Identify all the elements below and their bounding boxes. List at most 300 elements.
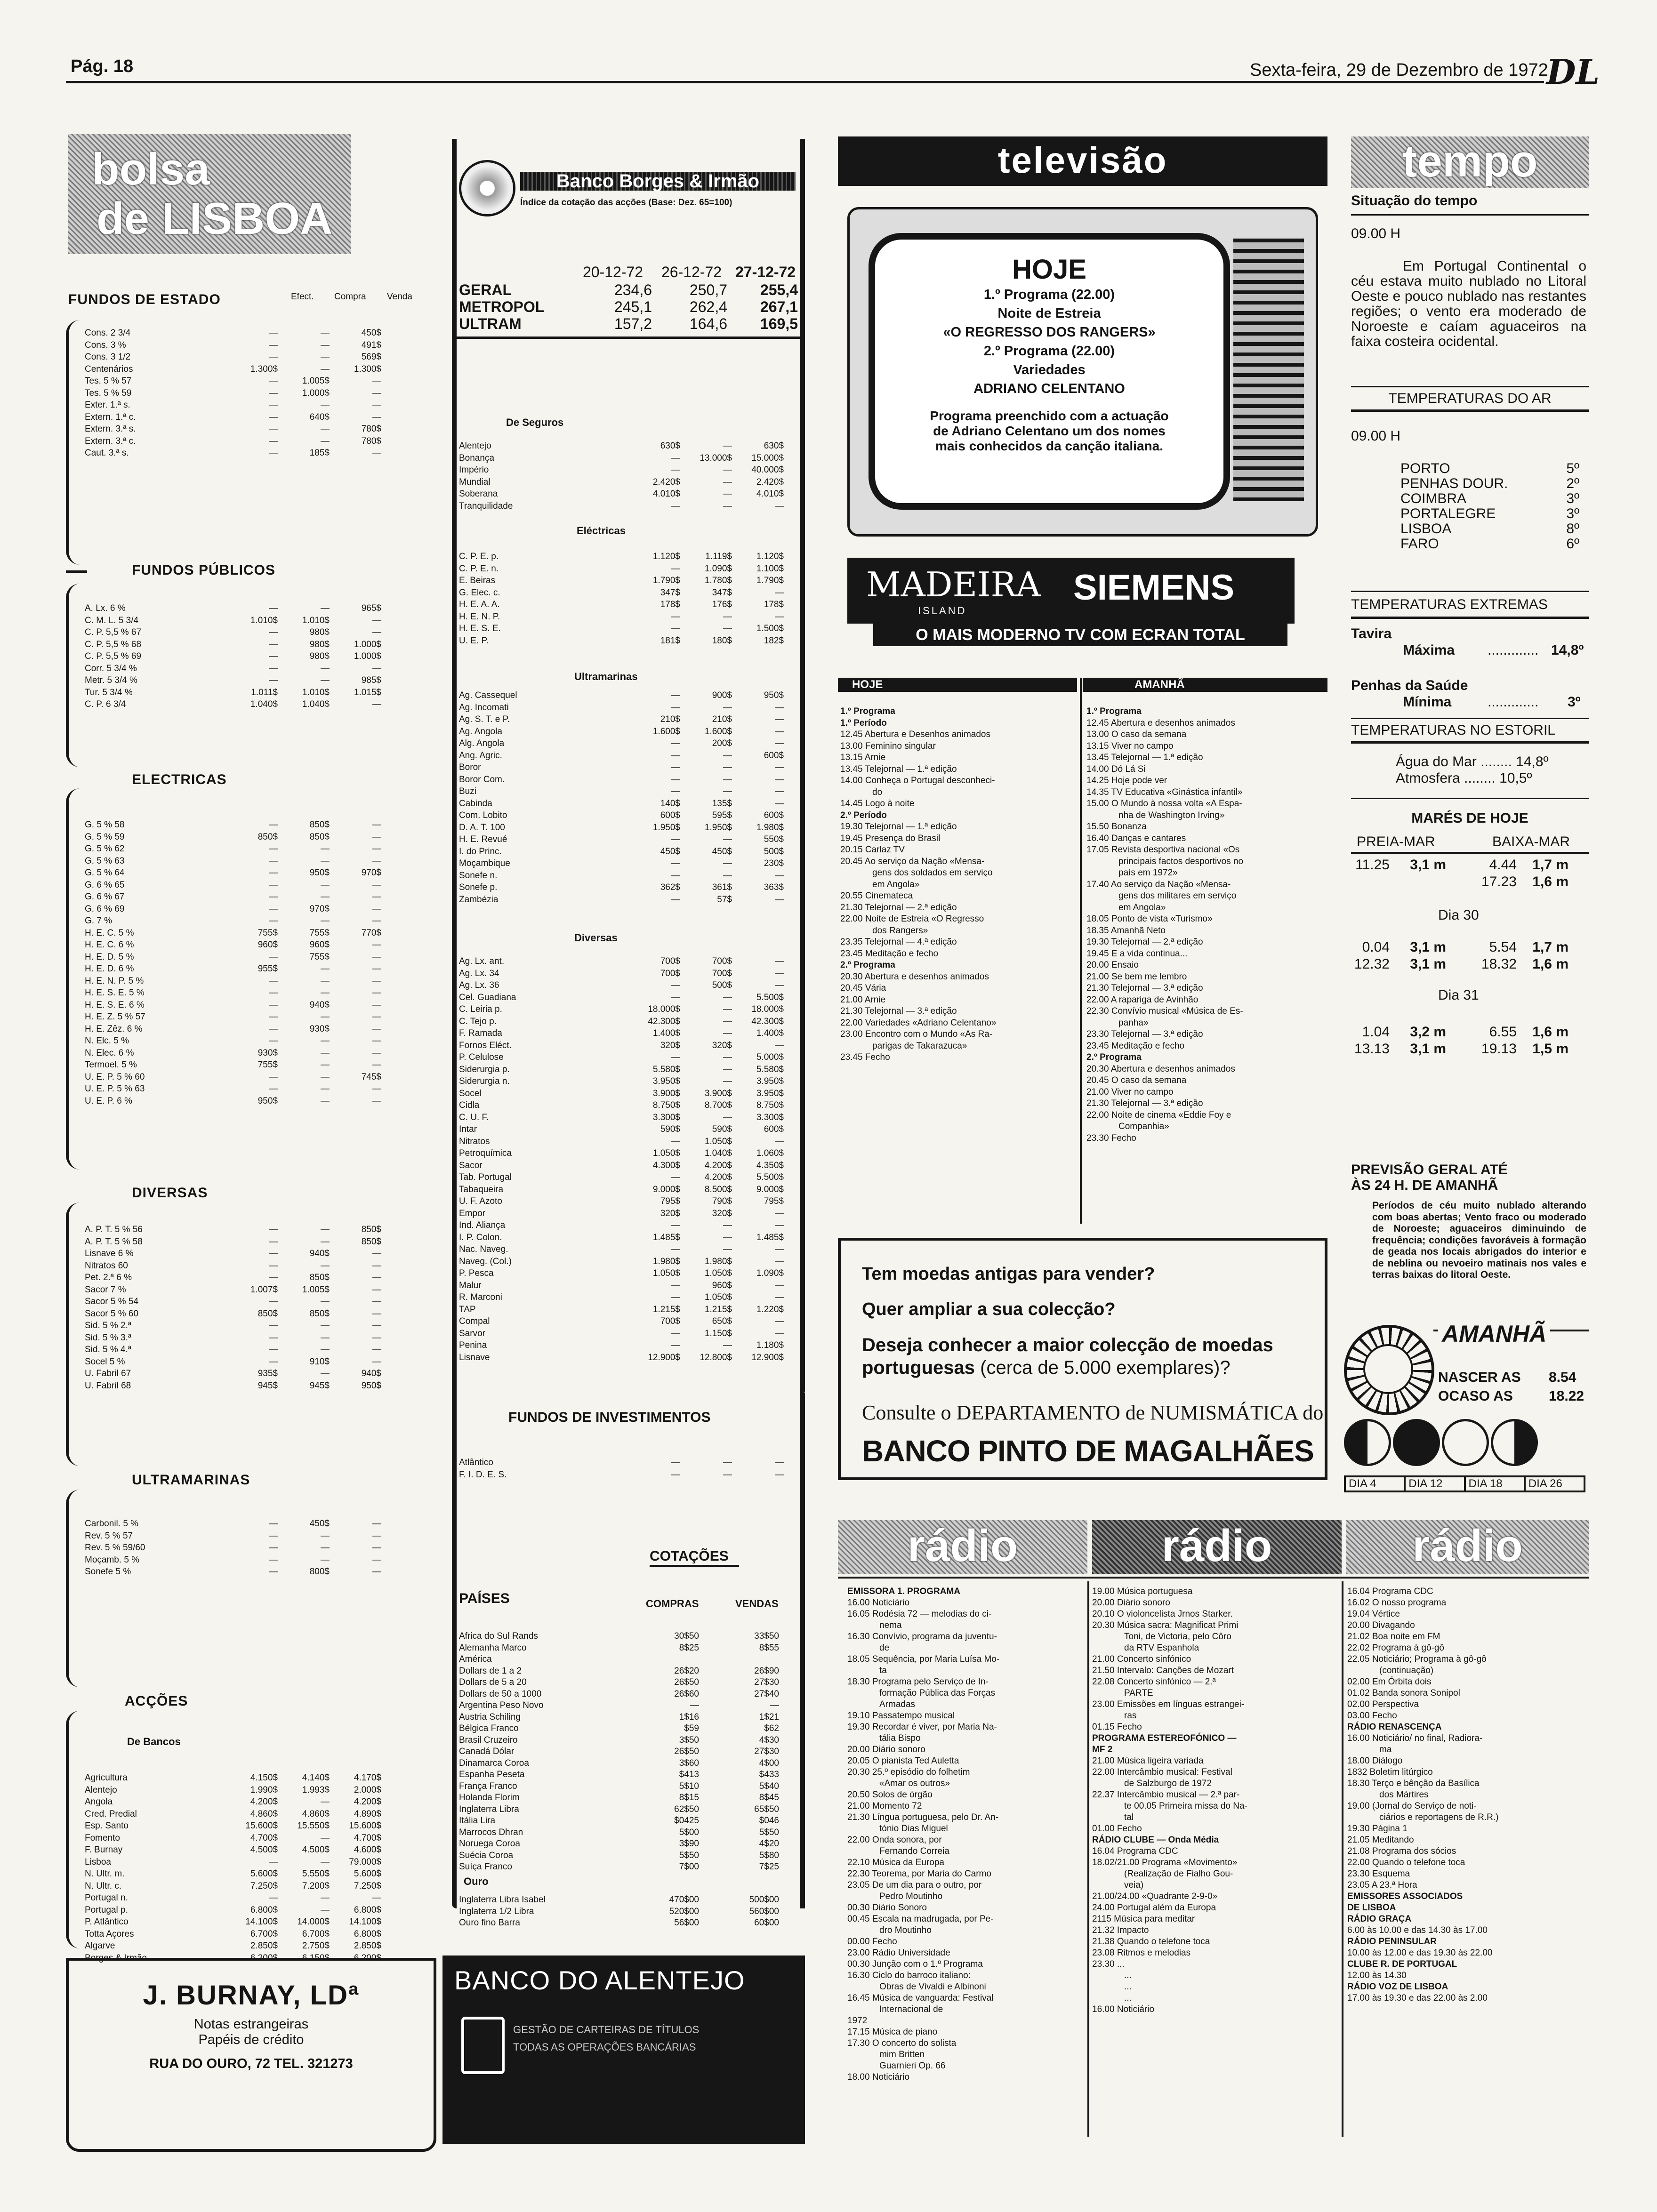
table-row <box>459 785 784 798</box>
price-cell: 4.200$ <box>704 1160 732 1170</box>
price-cell: 4.010$ <box>652 489 680 499</box>
tv-amanha-header: AMANHÃ <box>1083 678 1327 692</box>
temp-ar-title: TEMPERATURAS DO AR <box>1388 391 1552 406</box>
price-cell: 5.000$ <box>756 1052 784 1062</box>
security-name: G. 5 % 59 <box>85 832 125 842</box>
program-line: 18.05 Ponto de vista «Turismo» <box>1086 914 1213 924</box>
program-line: de Salzburgo de 1972 <box>1124 1779 1212 1788</box>
security-name: H. E. A. A. <box>459 600 500 609</box>
price-cell: — <box>321 424 330 434</box>
table-row <box>85 639 381 651</box>
price-cell: 795$ <box>660 1196 680 1206</box>
col-compra: Compra <box>334 292 366 302</box>
program-line: nha de Washington Irving» <box>1118 810 1225 820</box>
program-line: 24.00 Portugal além da Europa <box>1092 1903 1216 1913</box>
security-name: G. 5 % 64 <box>85 868 125 878</box>
price-cell: — <box>671 702 680 713</box>
price-cell: — <box>723 1076 732 1086</box>
table-row <box>459 1064 784 1076</box>
table-row <box>85 351 381 363</box>
price-cell: 4.200$ <box>250 1797 278 1807</box>
table-row <box>85 663 381 675</box>
price-cell: — <box>372 1345 381 1354</box>
price-cell: — <box>269 1356 278 1367</box>
security-name: Alentejo <box>85 1785 117 1795</box>
sell-rate: 8$55 <box>759 1643 779 1653</box>
table-row <box>85 927 381 939</box>
program-line: 15.00 O Mundo à nossa volta «A Espa- <box>1086 799 1242 809</box>
currency-row <box>459 1677 779 1689</box>
price-cell: 347$ <box>712 587 732 598</box>
price-cell: 4.500$ <box>250 1845 278 1855</box>
table-row <box>459 1147 784 1160</box>
table-row <box>85 867 381 879</box>
currency-row <box>459 1906 779 1918</box>
program-line: 22.00 Onda sonora, por <box>847 1835 942 1845</box>
price-cell: — <box>723 611 732 622</box>
table-row <box>85 831 381 843</box>
price-cell: 18.000$ <box>751 1004 784 1014</box>
price-cell: — <box>269 1332 278 1343</box>
price-cell: 15.550$ <box>297 1821 330 1831</box>
security-name: Penina <box>459 1340 487 1350</box>
program-line: EMISSORA 1. PROGRAMA <box>847 1587 960 1596</box>
price-cell: — <box>372 1249 381 1258</box>
program-line: 22.30 Convívio musical «Música de Es- <box>1086 1006 1243 1016</box>
security-name: Exter. 1.ª s. <box>85 400 130 410</box>
newspaper-logo: DL <box>1546 52 1600 92</box>
table-row <box>459 1099 784 1112</box>
buy-rate: 3$50 <box>679 1735 699 1745</box>
security-name: Com. Lobito <box>459 810 507 820</box>
security-name: C. P. E. p. <box>459 552 499 561</box>
price-cell: — <box>269 1893 278 1903</box>
program-line: 17.15 Música de piano <box>847 2027 938 2037</box>
sell-rate: 1$21 <box>759 1712 779 1722</box>
table-row <box>85 1868 381 1880</box>
sell-rate: 26$90 <box>754 1666 779 1676</box>
ultramarinas2-title: Ultramarinas <box>574 671 638 682</box>
currency-row <box>459 1712 779 1723</box>
security-name: Ag. Angola <box>459 726 502 737</box>
program-line: 1.º Programa <box>840 706 895 716</box>
program-line: 21.30 Telejornal — 2.ª edição <box>840 902 957 913</box>
minima-label: Mínima <box>1403 694 1452 710</box>
program-line: 1.º Programa <box>1086 706 1142 716</box>
price-cell: — <box>372 904 381 914</box>
column-bracket-right <box>800 139 805 1395</box>
atmosfera-row: Atmosfera ........ 10,5º <box>1396 770 1532 786</box>
fundos-publicos-title: FUNDOS PÚBLICOS <box>132 562 276 578</box>
price-cell: — <box>775 786 784 796</box>
rule <box>1351 617 1589 619</box>
table-row <box>459 1184 784 1196</box>
program-line: 18.00 Noticiário <box>847 2072 910 2082</box>
banco-alentejo-name: BANCO DO ALENTEJO <box>454 1965 745 1995</box>
program-line: 15.50 Bonanza <box>1086 822 1147 832</box>
moon-day: DIA 12 <box>1406 1477 1465 1491</box>
security-name: U. E. P. 5 % 63 <box>85 1084 145 1094</box>
price-cell: — <box>269 1236 278 1247</box>
program-line: 14.45 Logo à noite <box>840 799 915 809</box>
security-name: U. E. P. <box>459 635 489 646</box>
price-cell: 8.700$ <box>704 1100 732 1110</box>
table-row <box>85 1332 381 1344</box>
temperature-row <box>1400 537 1579 552</box>
security-name: Cel. Guadiana <box>459 992 516 1002</box>
program-line: 2.º Período <box>840 810 887 820</box>
price-cell: — <box>321 1797 330 1807</box>
table-row <box>85 963 381 975</box>
price-cell: 4.200$ <box>354 1797 381 1807</box>
sell-rate: 500$00 <box>749 1895 779 1905</box>
price-cell: 700$ <box>660 956 680 966</box>
security-name: Tranquilidade <box>459 501 513 511</box>
price-cell: 600$ <box>660 810 680 820</box>
table-row <box>85 1356 381 1368</box>
table-row <box>85 1071 381 1083</box>
program-line: RÁDIO PENINSULAR <box>1347 1937 1437 1947</box>
security-name: Sid. 5 % 2.ª <box>85 1321 131 1330</box>
price-cell: — <box>321 1555 330 1565</box>
price-cell: 320$ <box>712 1040 732 1050</box>
table-row <box>85 650 381 663</box>
price-cell: — <box>269 1249 278 1258</box>
tide-cell: 0.04 <box>1362 939 1390 955</box>
table-row <box>85 399 381 411</box>
price-cell: — <box>269 904 278 914</box>
index-name: ULTRAM <box>459 315 522 332</box>
fundos-publicos-table <box>85 602 381 711</box>
price-cell: 3.900$ <box>652 1088 680 1098</box>
price-cell: 640$ <box>309 412 330 422</box>
price-cell: — <box>321 976 330 986</box>
currency-name: América <box>459 1654 492 1664</box>
price-cell: — <box>269 1084 278 1094</box>
program-line: 13.15 Arnie <box>840 753 886 762</box>
program-line: 00.45 Escala na madrugada, por Pe- <box>847 1914 994 1924</box>
ultramarinas-table <box>85 1518 381 1578</box>
temperature-value: 8º <box>1566 521 1579 537</box>
price-cell: — <box>269 639 278 649</box>
price-cell: — <box>269 1567 278 1577</box>
program-line: ta <box>879 1666 887 1675</box>
program-line: DE LISBOA <box>1347 1903 1396 1913</box>
price-cell: — <box>269 424 278 434</box>
price-cell: 450$ <box>712 846 732 857</box>
price-cell: 210$ <box>660 714 680 724</box>
security-name: Extern. 3.ª c. <box>85 436 136 446</box>
price-cell: — <box>775 1328 784 1338</box>
moon-day: DIA 18 <box>1466 1477 1526 1491</box>
program-line: 22.00 Variedades «Adriano Celentano» <box>840 1018 997 1028</box>
program-line: 23.00 Encontro com o Mundo «As Ra- <box>840 1029 993 1039</box>
numis-q1: Tem moedas antigas para vender? <box>862 1264 1155 1284</box>
table-row <box>459 1208 784 1220</box>
table-row <box>85 1083 381 1095</box>
security-name: Empor <box>459 1208 485 1218</box>
security-name: Rev. 5 % 57 <box>85 1531 133 1541</box>
program-line: 16.45 Música de vanguarda: Festival <box>847 1993 994 2003</box>
tide-cell: 12.32 <box>1354 956 1390 972</box>
price-cell: — <box>723 1232 732 1242</box>
price-cell: — <box>269 1072 278 1082</box>
sell-rate: 560$00 <box>749 1906 779 1916</box>
price-cell: — <box>269 952 278 962</box>
security-name: Zambézia <box>459 894 499 905</box>
program-line: 23.00 Rádio Universidade <box>847 1948 950 1958</box>
price-cell: — <box>671 774 680 785</box>
price-cell: 4.860$ <box>302 1809 330 1819</box>
investimentos-table <box>459 1457 784 1481</box>
table-row <box>85 951 381 963</box>
security-name: Fomento <box>85 1833 120 1843</box>
table-row <box>459 1112 784 1124</box>
sun-face-inner <box>1363 1344 1413 1394</box>
temp-ar-table <box>1400 461 1579 552</box>
price-cell: 745$ <box>361 1072 381 1082</box>
program-line: 23.30 Telejornal — 3.ª edição <box>1086 1029 1203 1039</box>
price-cell: 1.980$ <box>756 822 784 833</box>
price-cell: 6.150$ <box>302 1953 330 1963</box>
price-cell: 1.993$ <box>302 1785 330 1795</box>
price-cell: — <box>372 916 381 926</box>
program-line: 16.30 Convívio, programa da juventu- <box>847 1632 997 1642</box>
program-line: 12.45 Abertura e Desenhos animados <box>840 729 990 739</box>
program-line: 16.02 O nosso programa <box>1347 1598 1447 1608</box>
program-line: parigas de Takarazuca» <box>872 1041 967 1051</box>
program-line: 00.30 Diário Sonoro <box>847 1903 927 1913</box>
security-name: Compal <box>459 1316 490 1326</box>
price-cell: 14.100$ <box>349 1917 381 1927</box>
table-row <box>85 411 381 424</box>
price-cell: 5.580$ <box>756 1064 784 1074</box>
price-cell: — <box>723 750 732 761</box>
program-line: 21.30 Telejornal — 3.ª edição <box>840 1006 957 1016</box>
program-line: 16.00 Noticiário/ no final, Radiora- <box>1347 1733 1483 1743</box>
price-cell: — <box>269 376 278 386</box>
price-cell: — <box>775 501 784 511</box>
program-line: 17.00 às 19.30 e das 22.00 às 2.00 <box>1347 1993 1488 2003</box>
security-name: P. Celulose <box>459 1052 504 1062</box>
cotacoes-underline <box>650 1565 739 1567</box>
security-name: Ang. Agric. <box>459 750 502 761</box>
price-cell: 4.700$ <box>354 1833 381 1843</box>
moon-last-quarter-icon <box>1491 1419 1538 1466</box>
price-cell: 850$ <box>257 832 278 842</box>
radio-col-divider <box>1342 1581 1343 2137</box>
price-cell: — <box>723 1340 732 1350</box>
price-cell: — <box>372 1308 381 1319</box>
tide-cell: 1.04 <box>1362 1024 1390 1040</box>
program-line: 6.00 às 10.00 e das 14.30 às 17.00 <box>1347 1925 1488 1935</box>
security-name: Boror Com. <box>459 774 505 785</box>
price-cell: — <box>671 611 680 622</box>
price-cell: 5.580$ <box>652 1064 680 1074</box>
index-value: 234,6 <box>614 281 652 298</box>
tv-set-illustration <box>847 207 1318 537</box>
sell-rate: 8$45 <box>759 1793 779 1803</box>
tide-cell <box>1347 874 1390 890</box>
price-cell: — <box>321 1072 330 1082</box>
table-row <box>459 551 784 563</box>
price-cell: — <box>775 1469 784 1480</box>
price-cell: 1.050$ <box>704 1292 732 1302</box>
security-name: Buzi <box>459 786 476 796</box>
program-line: 20.15 Carlaz TV <box>840 845 905 855</box>
price-cell: — <box>372 952 381 962</box>
price-cell: 15.600$ <box>349 1821 381 1831</box>
security-name: Corr. 5 3/4 % <box>85 663 137 673</box>
currency-name: Dollars de 5 a 20 <box>459 1677 527 1687</box>
price-cell: — <box>321 1060 330 1070</box>
security-name: Tabaqueira <box>459 1184 504 1194</box>
price-cell: — <box>321 1543 330 1553</box>
price-cell: 970$ <box>361 868 381 878</box>
security-name: Angola <box>85 1797 113 1807</box>
program-line: 20.10 O violoncelista Jrnos Starker. <box>1092 1609 1233 1619</box>
program-line: 16.40 Danças e cantares <box>1086 833 1186 843</box>
price-cell: 1.980$ <box>704 1256 732 1266</box>
program-line: Armadas <box>879 1699 916 1709</box>
program-line: 20.50 Solos de órgão <box>847 1790 933 1800</box>
table-row <box>459 1339 784 1352</box>
security-name: Ag. Incomati <box>459 702 509 713</box>
diversas2-title: Diversas <box>574 932 618 944</box>
price-cell: 18.000$ <box>648 1004 680 1014</box>
security-name: Império <box>459 465 489 475</box>
dots: ............. <box>1488 642 1539 658</box>
table-row <box>459 689 784 702</box>
price-cell: 1.040$ <box>302 699 330 709</box>
tide-row <box>1347 1024 1569 1041</box>
price-cell: 630$ <box>764 441 784 451</box>
table-row <box>85 1011 381 1023</box>
price-cell: 1.000$ <box>302 388 330 398</box>
diversas2-table <box>459 955 784 1363</box>
program-line: Pedro Moutinho <box>879 1891 943 1901</box>
price-cell: 3.900$ <box>704 1088 732 1098</box>
security-name: Nitratos 60 <box>85 1260 128 1271</box>
price-cell: 450$ <box>309 1519 330 1529</box>
table-row <box>459 858 784 870</box>
price-cell: 6.800$ <box>354 1929 381 1939</box>
radio-banner-1: rádio <box>838 1520 1087 1574</box>
tide-row <box>1347 857 1569 874</box>
security-name: C. P. 6 3/4 <box>85 699 126 709</box>
program-line: MF 2 <box>1092 1745 1113 1755</box>
program-line: 22.00 Quando o telefone toca <box>1347 1858 1465 1867</box>
price-cell: 650$ <box>712 1316 732 1326</box>
buy-rate: 8$15 <box>679 1793 699 1803</box>
temp-ar-time: 09.00 H <box>1351 428 1401 444</box>
price-cell: 6.700$ <box>250 1929 278 1939</box>
sell-rate: $433 <box>759 1770 779 1779</box>
program-line: 19.30 Telejornal — 1.ª edição <box>840 822 957 832</box>
table-row <box>85 1296 381 1308</box>
price-cell: 795$ <box>764 1196 784 1206</box>
atmosfera-label: Atmosfera <box>1396 770 1460 786</box>
electricas2-title: Eléctricas <box>577 525 626 537</box>
security-name: Siderurgia n. <box>459 1076 510 1086</box>
sun-moon-box <box>1344 1321 1589 1494</box>
fundos-estado-table <box>85 327 381 459</box>
price-cell: — <box>775 894 784 905</box>
program-line: em Angola» <box>1118 902 1166 913</box>
security-name: U. Fabril 67 <box>85 1369 131 1378</box>
mares-dia31-table <box>1347 1024 1569 1058</box>
security-name: H. E. D. 5 % <box>85 952 134 962</box>
program-line: 22.37 Intercâmbio musical — 2.ª par- <box>1092 1790 1240 1800</box>
currency-row <box>459 1769 779 1781</box>
tv-hoje-header: HOJE <box>838 678 1077 692</box>
price-cell: 700$ <box>660 1316 680 1326</box>
price-cell: — <box>372 844 381 854</box>
price-cell: 5.600$ <box>354 1869 381 1879</box>
seguros-table <box>459 440 784 512</box>
price-cell: 940$ <box>309 1000 330 1010</box>
mares-title: MARÉS DE HOJE <box>1411 810 1528 826</box>
price-cell: — <box>723 1028 732 1038</box>
price-cell: 5.600$ <box>250 1869 278 1879</box>
price-cell: — <box>775 1316 784 1326</box>
dia30-label: Dia 30 <box>1438 907 1479 923</box>
tide-cell: 4.44 <box>1489 857 1517 873</box>
security-name: Pet. 2.ª 6 % <box>85 1273 132 1282</box>
program-line: 21.05 Meditando <box>1347 1835 1414 1845</box>
sell-rate: 27$40 <box>754 1689 779 1699</box>
security-name: H. E. D. 6 % <box>85 964 134 974</box>
index-value: 245,1 <box>614 298 652 315</box>
temperature-row <box>1400 521 1579 537</box>
tv-header: televisão <box>838 136 1327 186</box>
program-line: 17.05 Revista desportiva nacional «Os <box>1086 845 1240 855</box>
price-cell: — <box>775 1136 784 1146</box>
radio-col-3 <box>1347 1586 1587 2004</box>
table-row <box>459 599 784 611</box>
buy-rate: 1$16 <box>679 1712 699 1722</box>
table-row <box>459 476 784 489</box>
price-cell: 4.170$ <box>354 1773 381 1783</box>
program-line: 1972 <box>847 2016 868 2026</box>
security-name: Boror <box>459 762 481 772</box>
price-cell: 1.180$ <box>756 1340 784 1350</box>
program-line: 20.00 Ensaio <box>1086 960 1139 970</box>
program-line: 21.00 Música ligeira variada <box>1092 1756 1204 1766</box>
program-line: 00.30 Junção com o 1.º Programa <box>847 1959 983 1969</box>
price-cell: — <box>671 690 680 700</box>
preia-label: PREIA-MAR <box>1357 834 1435 850</box>
table-row <box>85 626 381 639</box>
program-line: PARTE <box>1124 1688 1153 1698</box>
price-cell: — <box>671 1292 680 1302</box>
ocaso-value: 18.22 <box>1549 1388 1585 1404</box>
index-row <box>459 315 798 332</box>
price-cell: — <box>723 1064 732 1074</box>
price-cell: — <box>671 465 680 475</box>
security-name: R. Marconi <box>459 1292 502 1302</box>
price-cell: — <box>269 448 278 458</box>
table-row <box>85 327 381 339</box>
tide-cell: 3,1 m <box>1410 956 1446 972</box>
table-row <box>459 822 784 834</box>
electricas2-table <box>459 551 784 647</box>
col-vendas: VENDAS <box>735 1598 779 1610</box>
program-line: 22.00 Noite de Estreia «O Regresso <box>840 914 984 924</box>
price-cell: 3.300$ <box>756 1112 784 1122</box>
price-cell: 1.007$ <box>250 1284 278 1295</box>
tv-screen-l9: mais conhecidos da canção italiana. <box>935 439 1163 453</box>
